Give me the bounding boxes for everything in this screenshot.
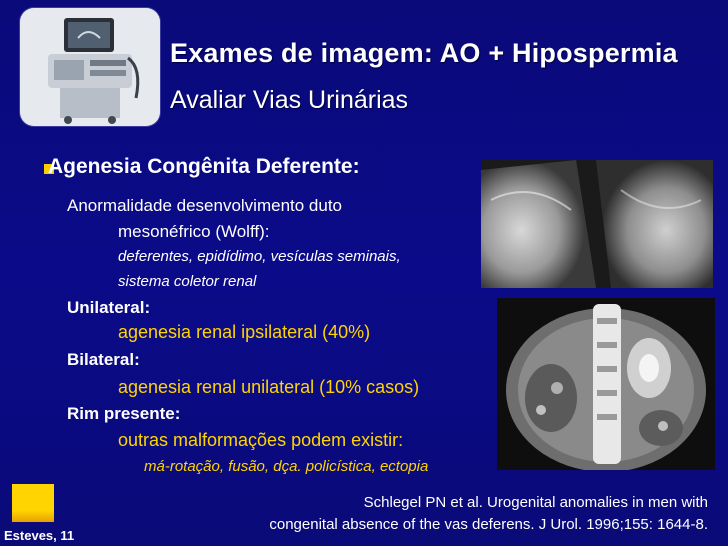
ultrasound-machine-image — [20, 8, 160, 126]
text-line: deferentes, epidídimo, vesículas seminais, — [118, 248, 401, 265]
text-line: Rim presente: — [67, 404, 181, 423]
citation-line: congenital absence of the vas deferens. J Urol. 1996;155: 1644-8. — [269, 516, 708, 533]
text-line: agenesia renal unilateral (10% casos) — [118, 377, 420, 397]
citation-line: Schlegel PN et al. Urogenital anomalies in men with — [363, 494, 708, 511]
slide-title: Exames de imagem: AO + Hipospermia — [170, 38, 678, 68]
text-line: Bilateral: — [67, 350, 140, 369]
text-line: agenesia renal ipsilateral (40%) — [118, 322, 371, 342]
logo-square — [12, 484, 54, 522]
slide-subtitle: Avaliar Vias Urinárias — [170, 86, 409, 114]
text-line: Anormalidade desenvolvimento duto — [67, 196, 343, 215]
text-line: mesonéfrico (Wolff): — [118, 222, 270, 241]
text-line: Unilateral: — [67, 298, 151, 317]
citation — [269, 492, 708, 536]
author-label: Esteves, 11 — [4, 528, 75, 543]
text-line: outras malformações podem existir: — [118, 430, 404, 450]
text-line: má-rotação, fusão, dça. policística, ectopia — [144, 458, 429, 475]
ct-scan-image — [497, 298, 715, 470]
section-heading: Agenesia Congênita Deferente: — [48, 155, 360, 178]
ultrasound-scan-image — [481, 160, 713, 288]
text-line: sistema coletor renal — [118, 273, 257, 290]
